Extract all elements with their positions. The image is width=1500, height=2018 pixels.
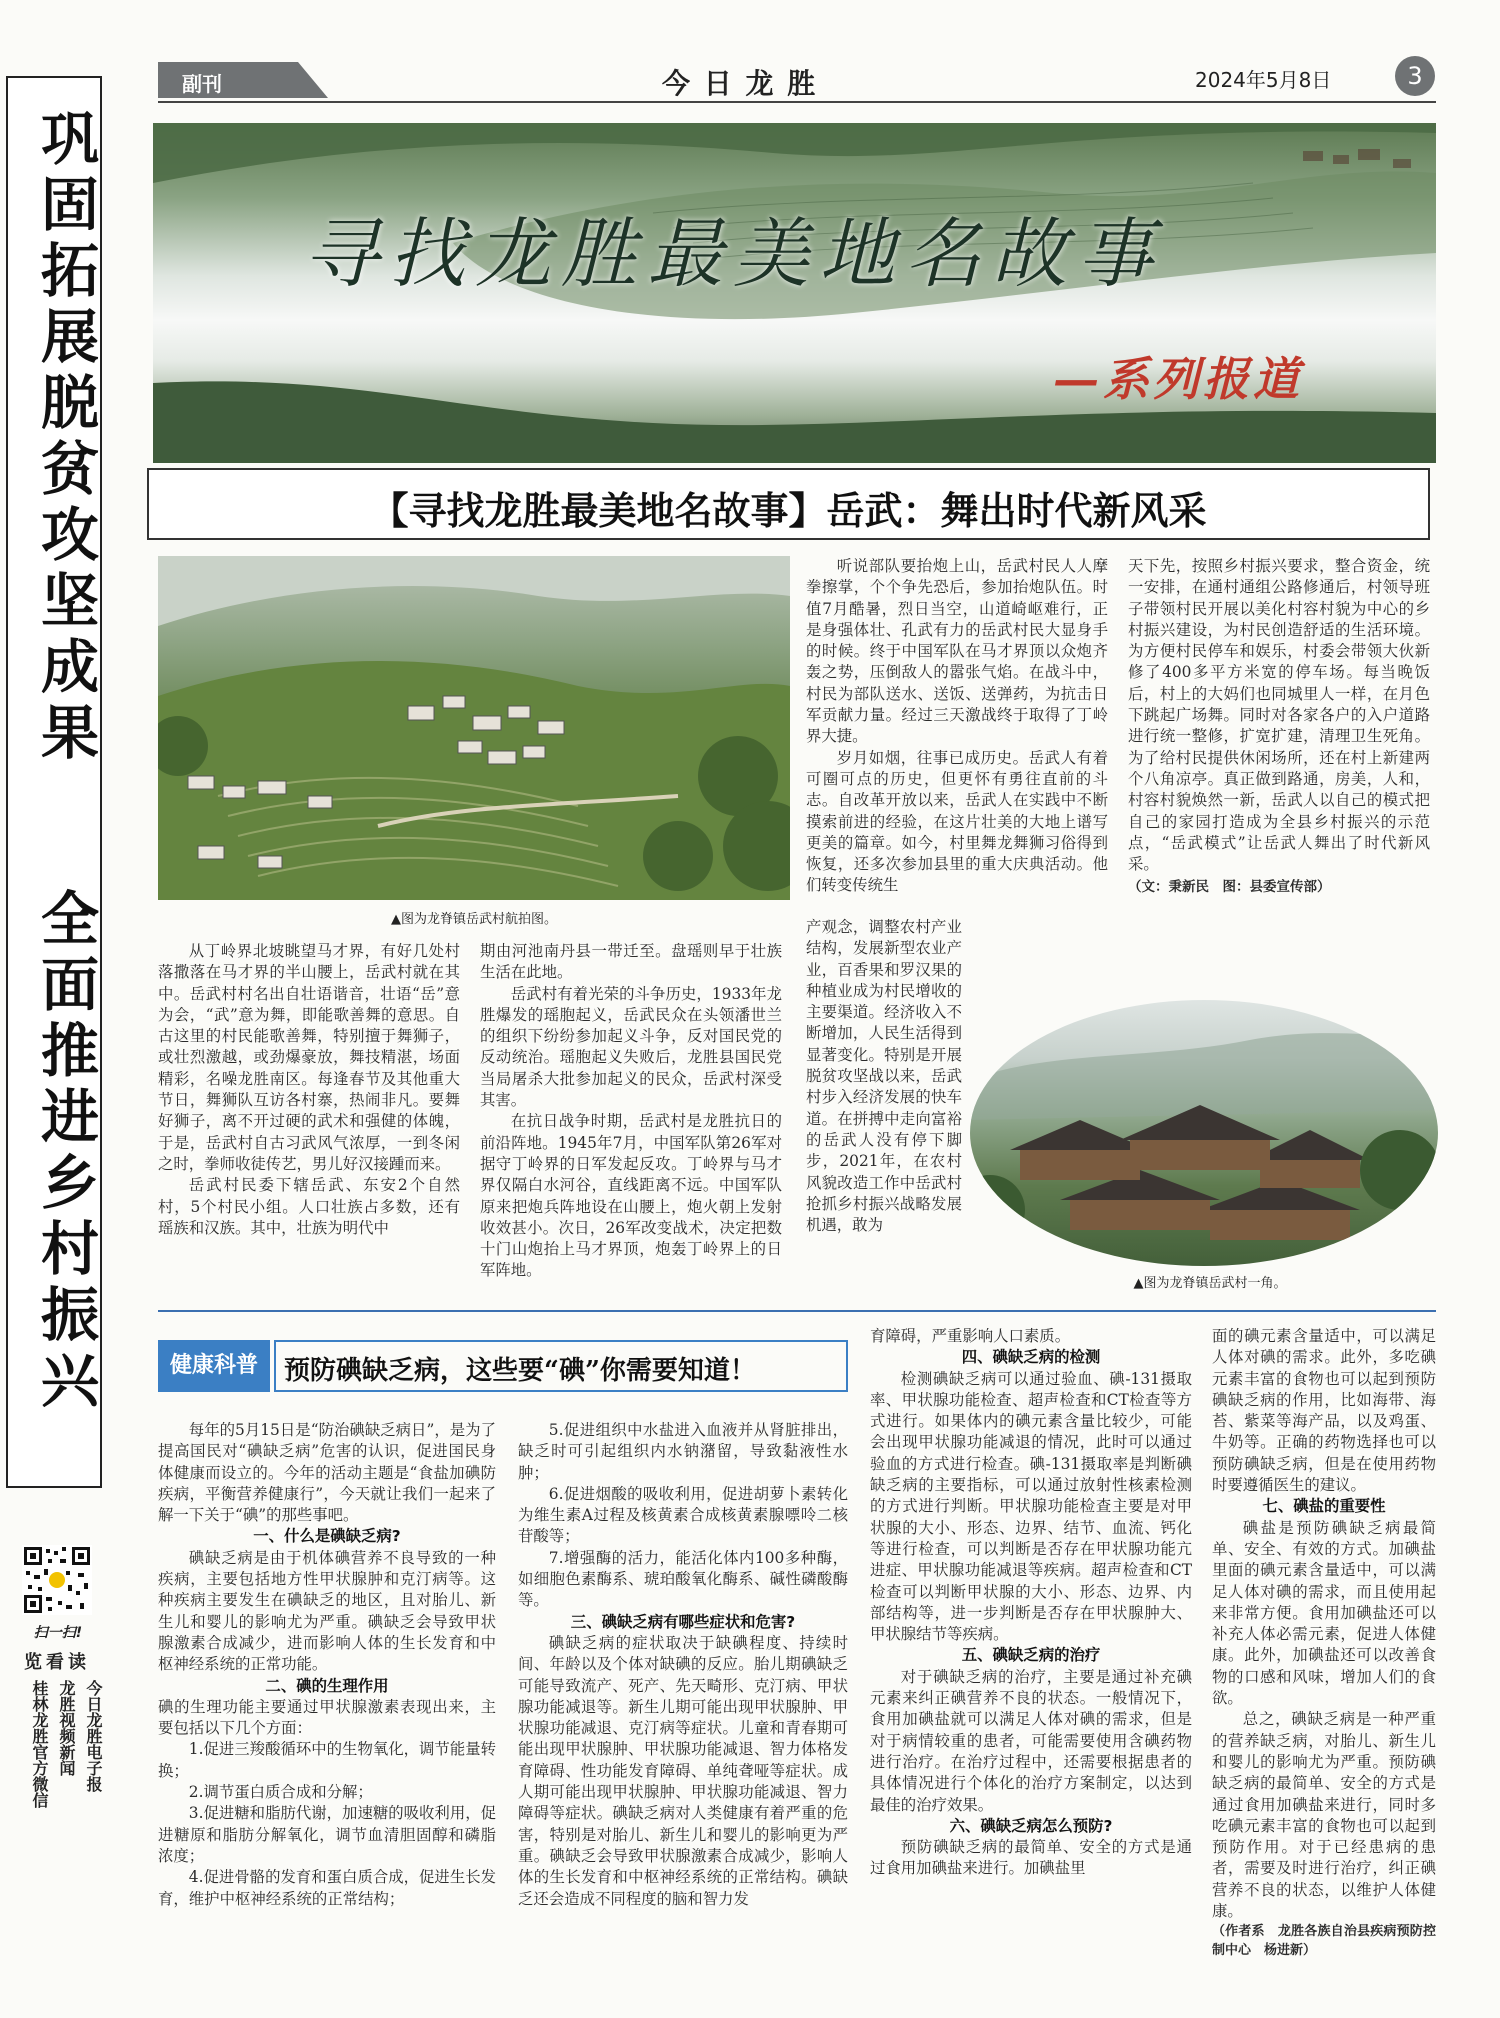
photo2-caption: ▲图为龙脊镇岳武村一角。 (1133, 1276, 1287, 1291)
article-headline: 【寻找龙胜最美地名故事】岳武：舞出时代新风采 (370, 488, 1207, 533)
article1-col3-continued (806, 917, 962, 1236)
paragraph: 岳武村有着光荣的斗争历史，1933年龙胜爆发的瑶胞起义，岳武民众在头领潘世兰的组织下纷纷参加起义斗争，反对国民党的反动统治。瑶胞起义失败后，龙胜县国民党当局屠杀大批参加起义的民众，岳武村深受其害。 (480, 984, 782, 1110)
read-label: 览看读 (24, 1652, 90, 1673)
section-heading: 七、碘盐的重要性 (1262, 1497, 1386, 1516)
paper-name: 今 日 龙 胜 (662, 67, 818, 100)
paragraph: 天下先，按照乡村振兴要求，整合资金，统一安排，在通村通组公路修通后，村领导班子带领村民开展以美化村容村貌为中心的乡村振兴建设，为村民创造舒适的生活环境。为方便村民停车和娱乐，村委会带领大伙新修了400多平方米宽的停车场。每当晚饭后，村上的大妈们也同城里人一样，在月色下跳起广场舞。同时对各家各户的入户道路进行统一整修，扩宽扩建，清理卫生死角。为了给村民提供休闲场所，还在村上新建两个八角凉亭。真正做到路通，房美，人和，村容村貌焕然一新，岳武人以自己的模式把自己的家园打造成为全县乡村振兴的示范点，“岳武模式”让岳武人舞出了时代新风采。 (1128, 557, 1430, 874)
paragraph: 1.促进三羧酸循环中的生物氧化，调节能量转换； (158, 1740, 496, 1780)
section-heading: 五、碘缺乏病的治疗 (961, 1646, 1101, 1665)
paragraph: 2.调节蛋白质合成和分解； (188, 1783, 373, 1802)
channel-video-news[interactable]: 龙胜视频新闻 (57, 1680, 76, 1776)
article-headline-box (147, 468, 1430, 540)
article1-byline: （文：秉新民 图：县委宣传部） (1128, 879, 1331, 896)
paragraph: 碘的生理功能主要通过甲状腺激素表现出来，主要包括以下几个方面： (158, 1697, 496, 1738)
article2-col3 (870, 1326, 1192, 1880)
article2-byline: （作者系 龙胜各族自治县疾病预防控制中心 杨进新） (1212, 1924, 1436, 1959)
section-heading: 三、碘缺乏病有哪些症状和危害? (570, 1612, 796, 1631)
article1-col2 (480, 941, 782, 1282)
section-label: 副刊 (182, 72, 222, 96)
paragraph: 5.促进组织中水盐进入血液并从肾脏排出，缺乏时可引起组织内水钠潴留，导致黏液性水肿； (518, 1421, 848, 1482)
paragraph: 从丁岭界北坡眺望马才界，有好几处村落撒落在马才界的半山腰上，岳武村就在其中。岳武村村名出自壮语谐音，壮语“岳”意为会，“武”意为舞，即能歌善舞的意思。自古这里的村民能歌善舞，特别擅于舞狮子，或壮烈激越，或劲爆豪放，舞技精湛，场面精彩，名噪龙胜南区。每逢春节及其他重大节日，舞狮队互访各村寨，热闹非凡。要舞好狮子，离不开过硬的武术和强健的体魄，于是，岳武村自古习武风气浓厚，一到冬闲之时，拳师收徒传艺，男儿好汉接踵而来。 (158, 942, 460, 1173)
paragraph: 碘缺乏病的症状取决于缺碘程度、持续时间、年龄以及个体对缺碘的反应。胎儿期碘缺乏可能导致流产、死产、先天畸形、克汀病、甲状腺功能减退等。新生儿期可能出现甲状腺肿、甲状腺功能减退、克汀病等症状。儿童和青春期可能出现甲状腺肿、甲状腺功能减退、智力体格发育障碍、性功能发育障碍、单纯聋哑等症状。成人期可能出现甲状腺肿、甲状腺功能减退、智力障碍等症状。碘缺乏病对人类健康有着严重的危害，特别是对胎儿、新生儿和婴儿的影响更为严重。碘缺乏会导致甲状腺激素合成减少，影响人体的生长发育和中枢神经系统的正常结构。碘缺乏还会造成不同程度的脑和智力发 (518, 1633, 848, 1908)
article2-col1 (158, 1420, 496, 1910)
hero-title: 寻找龙胜最美地名故事 (303, 209, 1163, 298)
paragraph: 产观念，调整农村产业结构，发展新型农业产业，百香果和罗汉果的种植业成为村民增收的主要渠道。经济收入不断增加，人民生活得到显著变化。特别是开展脱贫攻坚战以来，岳武村步入经济发展的快车道。在拼搏中走向富裕的岳武人没有停下脚步，2021年，在农村风貌改造工作中岳武村抢抓乡村振兴战略发展机遇，敢为 (806, 918, 962, 1235)
article2-col2 (518, 1420, 848, 1910)
paragraph: 期由河池南丹县一带迁至。盘瑶则早于壮族生活在此地。 (480, 942, 782, 982)
article2-headline-box (274, 1340, 848, 1392)
article1-col3 (806, 556, 1108, 897)
village-corner-photo (970, 1000, 1438, 1266)
channel-e-paper[interactable]: 今日龙胜电子报 (84, 1680, 103, 1792)
slogan-rural-revitalization: 全面推进乡村振兴 (31, 888, 99, 1416)
slogan-consolidate: 巩固拓展脱贫攻坚成果 (31, 108, 99, 768)
paragraph: 检测碘缺乏病可以通过验血、碘-131摄取率、甲状腺功能检查、超声检查和CT检查等方式进行。如果体内的碘元素含量比较少，可能会出现甲状腺功能减退的情况，此时可以通过验血的方式进行检查。碘-131摄取率是判断碘缺乏病的主要指标，可以通过放射性核素检测的方式进行判断。甲状腺功能检查主要是对甲状腺的大小、形态、边界、结节、血流、钙化等进行检查，可以判断是否存在甲状腺功能亢进症、甲状腺功能减退等疾病。超声检查和CT检查可以判断甲状腺的大小、形态、边界、内部结构等，进一步判断是否存在甲状腺肿大、甲状腺结节等疾病。 (870, 1369, 1192, 1644)
section-heading: 二、碘的生理作用 (265, 1676, 389, 1695)
photo1-caption: ▲图为龙脊镇岳武村航拍图。 (391, 912, 557, 927)
page-number-badge: 3 (1395, 56, 1435, 96)
header-rule (158, 101, 1436, 103)
slogan-banner (6, 76, 102, 1488)
paragraph: 面的碘元素含量适中，可以满足人体对碘的需求。此外，多吃碘元素丰富的食物也可以起到预防碘缺乏病的作用，比如海带、海苔、紫菜等海产品，以及鸡蛋、牛奶等。正确的药物选择也可以预防碘缺乏病，但是在使用药物时要遵循医生的建议。 (1212, 1327, 1436, 1495)
paragraph: 育障碍，严重影响人口素质。 (870, 1327, 1071, 1345)
article1-col1 (158, 941, 460, 1239)
qr-code[interactable] (22, 1545, 92, 1615)
paragraph: 7.增强酶的活力，能活化体内100多种酶，如细胞色素酶系、琥珀酸氧化酶系、碱性磷酸酶等。 (518, 1548, 848, 1610)
paragraph: 碘盐是预防碘缺乏病最简单、安全、有效的方式。加碘盐里面的碘元素含量适中，可以满足人体对碘的需求，而且使用起来非常方便。食用加碘盐还可以补充人体必需元素，促进人体健康。此外，加碘盐还可以改善食物的口感和风味，增加人们的食欲。 (1212, 1518, 1436, 1708)
section-divider (158, 1310, 1436, 1312)
section-heading: 一、什么是碘缺乏病? (253, 1527, 401, 1546)
paragraph: 岁月如烟，往事已成历史。岳武人有着可圈可点的历史，但更怀有勇往直前的斗志。自改革开放以来，岳武人在实践中不断摸索前进的经验，在这片壮美的大地上谱写更美的篇章。如今，村里舞龙舞狮习俗得到恢复，还多次参加县里的重大庆典活动。他们转变传统生 (806, 748, 1108, 895)
article2-col4 (1212, 1326, 1436, 1960)
channel-wechat[interactable]: 桂林龙胜官方微信 (30, 1680, 49, 1808)
health-tag: 健康科普 (158, 1340, 270, 1392)
paragraph: 在抗日战争时期，岳武村是龙胜抗日的前沿阵地。1945年7月，中国军队第26军对据守丁岭界的日军发起反攻。丁岭界与马才界仅隔白水河谷，直线距离不远。中国军队原来把炮兵阵地设在山腰上，炮火朝上发射收效甚小。次日，26军改变战术，决定把数十门山炮抬上马才界顶，炮轰丁岭界上的日军阵地。 (480, 1112, 782, 1280)
aerial-village-photo (158, 556, 790, 900)
paragraph: 4.促进骨骼的发育和蛋白质合成，促进生长发育，维护中枢神经系统的正常结构； (158, 1868, 496, 1908)
hero-banner-photo (153, 123, 1436, 463)
issue-date: 2024年5月8日 (1195, 68, 1332, 92)
paragraph: 每年的5月15日是“防治碘缺乏病日”，是为了提高国民对“碘缺乏病”危害的认识，促进国民身体健康而设立的。今年的活动主题是“食盐加碘防疾病，平衡营养健康行”，今天就让我们一起来了解一下关于“碘”的那些事吧。 (158, 1421, 496, 1525)
paragraph: 总之，碘缺乏病是一种严重的营养缺乏病，对胎儿、新生儿和婴儿的影响尤为严重。预防碘缺乏病的最简单、安全的方式是通过食用加碘盐来进行，同时多吃碘元素丰富的食物也可以起到预防作用。对于已经患病的患者，需要及时进行治疗，纠正碘营养不良的状态，以维护人体健康。 (1212, 1710, 1436, 1921)
paragraph: 岳武村民委下辖岳武、东安2个自然村，5个村民小组。人口壮族占多数，还有瑶族和汉族。其中，壮族为明代中 (158, 1176, 460, 1237)
section-tab (158, 62, 328, 98)
section-heading: 四、碘缺乏病的检测 (961, 1348, 1101, 1367)
channel-list (28, 1680, 105, 1870)
paragraph: 对于碘缺乏病的治疗，主要是通过补充碘元素来纠正碘营养不良的状态。一般情况下，食用加碘盐就可以满足人体对碘的需求，但是对于病情较重的患者，可能需要使用含碘药物进行治疗。在治疗过程中，还需要根据患者的具体情况进行个体化的治疗方案制定，以达到最佳的治疗效果。 (870, 1667, 1192, 1814)
article1-col4 (1128, 556, 1430, 899)
paragraph: 6.促进烟酸的吸收利用，促进胡萝卜素转化为维生素A过程及核黄素合成核黄素腺嘌呤二核苷酸等； (518, 1484, 848, 1546)
paragraph: 听说部队要抬炮上山，岳武村民人人摩拳擦掌，个个争先恐后，参加抬炮队伍。时值7月酷暑，烈日当空，山道崎岖难行，正是身强体壮、孔武有力的岳武村民大显身手的时候。终于中国军队在马才界顶以众炮齐轰之势，压倒敌人的嚣张气焰。在战斗中，村民为部队送水、送饭、送弹药，为抗击日军贡献力量。经过三天激战终于取得了丁岭界大捷。 (806, 557, 1108, 746)
paragraph: 预防碘缺乏病的最简单、安全的方式是通过食用加碘盐来进行。加碘盐里 (870, 1838, 1192, 1878)
paragraph: 3.促进糖和脂肪代谢，加速糖的吸收利用，促进糖原和脂肪分解氧化，调节血清胆固醇和磷脂浓度； (158, 1804, 496, 1865)
section-heading: 六、碘缺乏病怎么预防? (949, 1816, 1113, 1835)
hero-subtitle: —系列报道 (1053, 352, 1303, 406)
article2-headline: 预防碘缺乏病，这些要“碘”你需要知道！ (284, 1356, 756, 1386)
paragraph: 碘缺乏病是由于机体碘营养不良导致的一种疾病，主要包括地方性甲状腺肿和克汀病等。这种疾病主要发生在碘缺乏的地区，且对胎儿、新生儿和婴儿的影响尤为严重。碘缺乏会导致甲状腺激素合成减少，进而影响人体的生长发育和中枢神经系统的正常功能。 (158, 1548, 496, 1674)
scan-prompt: 扫一扫! (33, 1625, 83, 1641)
